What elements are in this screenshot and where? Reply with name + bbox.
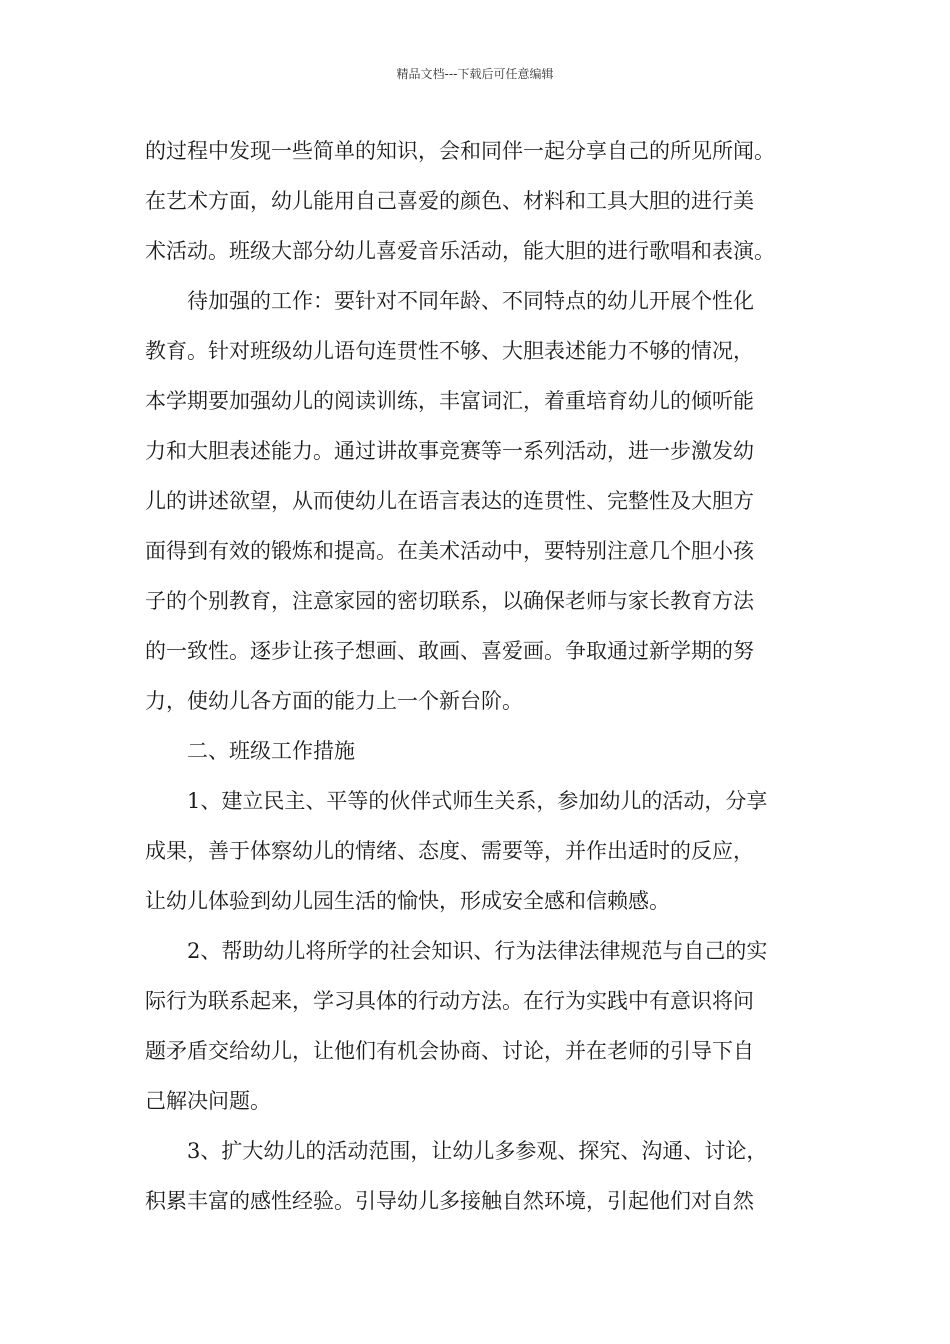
text-line: 让幼儿体验到幼儿园生活的愉快，形成安全感和信赖感。 — [145, 889, 670, 913]
text-line: 教育。针对班级幼儿语句连贯性不够、大胆表述能力不够的情况， — [145, 339, 754, 363]
text-line: 成果，善于体察幼儿的情绪、态度、需要等，并作出适时的反应， — [145, 839, 754, 863]
text-line: 在艺术方面，幼儿能用自己喜爱的颜色、材料和工具大胆的进行美 — [145, 189, 754, 213]
text-line: 积累丰富的感性经验。引导幼儿多接触自然环境，引起他们对自然 — [145, 1189, 754, 1213]
text-line: 题矛盾交给幼儿，让他们有机会协商、讨论，并在老师的引导下自 — [145, 1039, 754, 1063]
document-body — [145, 126, 810, 1226]
text-line: 面得到有效的锻炼和提高。在美术活动中，要特别注意几个胆小孩 — [145, 539, 754, 563]
text-line: 本学期要加强幼儿的阅读训练，丰富词汇，着重培育幼儿的倾听能 — [145, 389, 754, 413]
text-line: 儿的讲述欲望，从而使幼儿在语言表达的连贯性、完整性及大胆方 — [145, 489, 754, 513]
text-line: 己解决问题。 — [145, 1089, 271, 1113]
section-heading: 二、班级工作措施 — [187, 739, 355, 763]
paragraph-start: 2、帮助幼儿将所学的社会知识、行为法律法律规范与自己的实 — [187, 939, 768, 963]
paragraph-start: 待加强的工作：要针对不同年龄、不同特点的幼儿开展个性化 — [187, 289, 754, 313]
text-line: 术活动。班级大部分幼儿喜爱音乐活动，能大胆的进行歌唱和表演。 — [145, 239, 775, 263]
text-line: 力，使幼儿各方面的能力上一个新台阶。 — [145, 689, 523, 713]
text-line: 的一致性。逐步让孩子想画、敢画、喜爱画。争取通过新学期的努 — [145, 639, 754, 663]
page-header: 精品文档---下载后可任意编辑 — [396, 67, 554, 81]
text-line: 力和大胆表述能力。通过讲故事竞赛等一系列活动，进一步激发幼 — [145, 439, 754, 463]
text-line: 子的个别教育，注意家园的密切联系，以确保老师与家长教育方法 — [145, 589, 754, 613]
text-line: 的过程中发现一些简单的知识，会和同伴一起分享自己的所见所闻。 — [145, 139, 775, 163]
paragraph-start: 1、建立民主、平等的伙伴式师生关系，参加幼儿的活动，分享 — [187, 789, 768, 813]
text-line: 际行为联系起来，学习具体的行动方法。在行为实践中有意识将问 — [145, 989, 754, 1013]
paragraph-start: 3、扩大幼儿的活动范围，让幼儿多参观、探究、沟通、讨论， — [187, 1139, 768, 1163]
